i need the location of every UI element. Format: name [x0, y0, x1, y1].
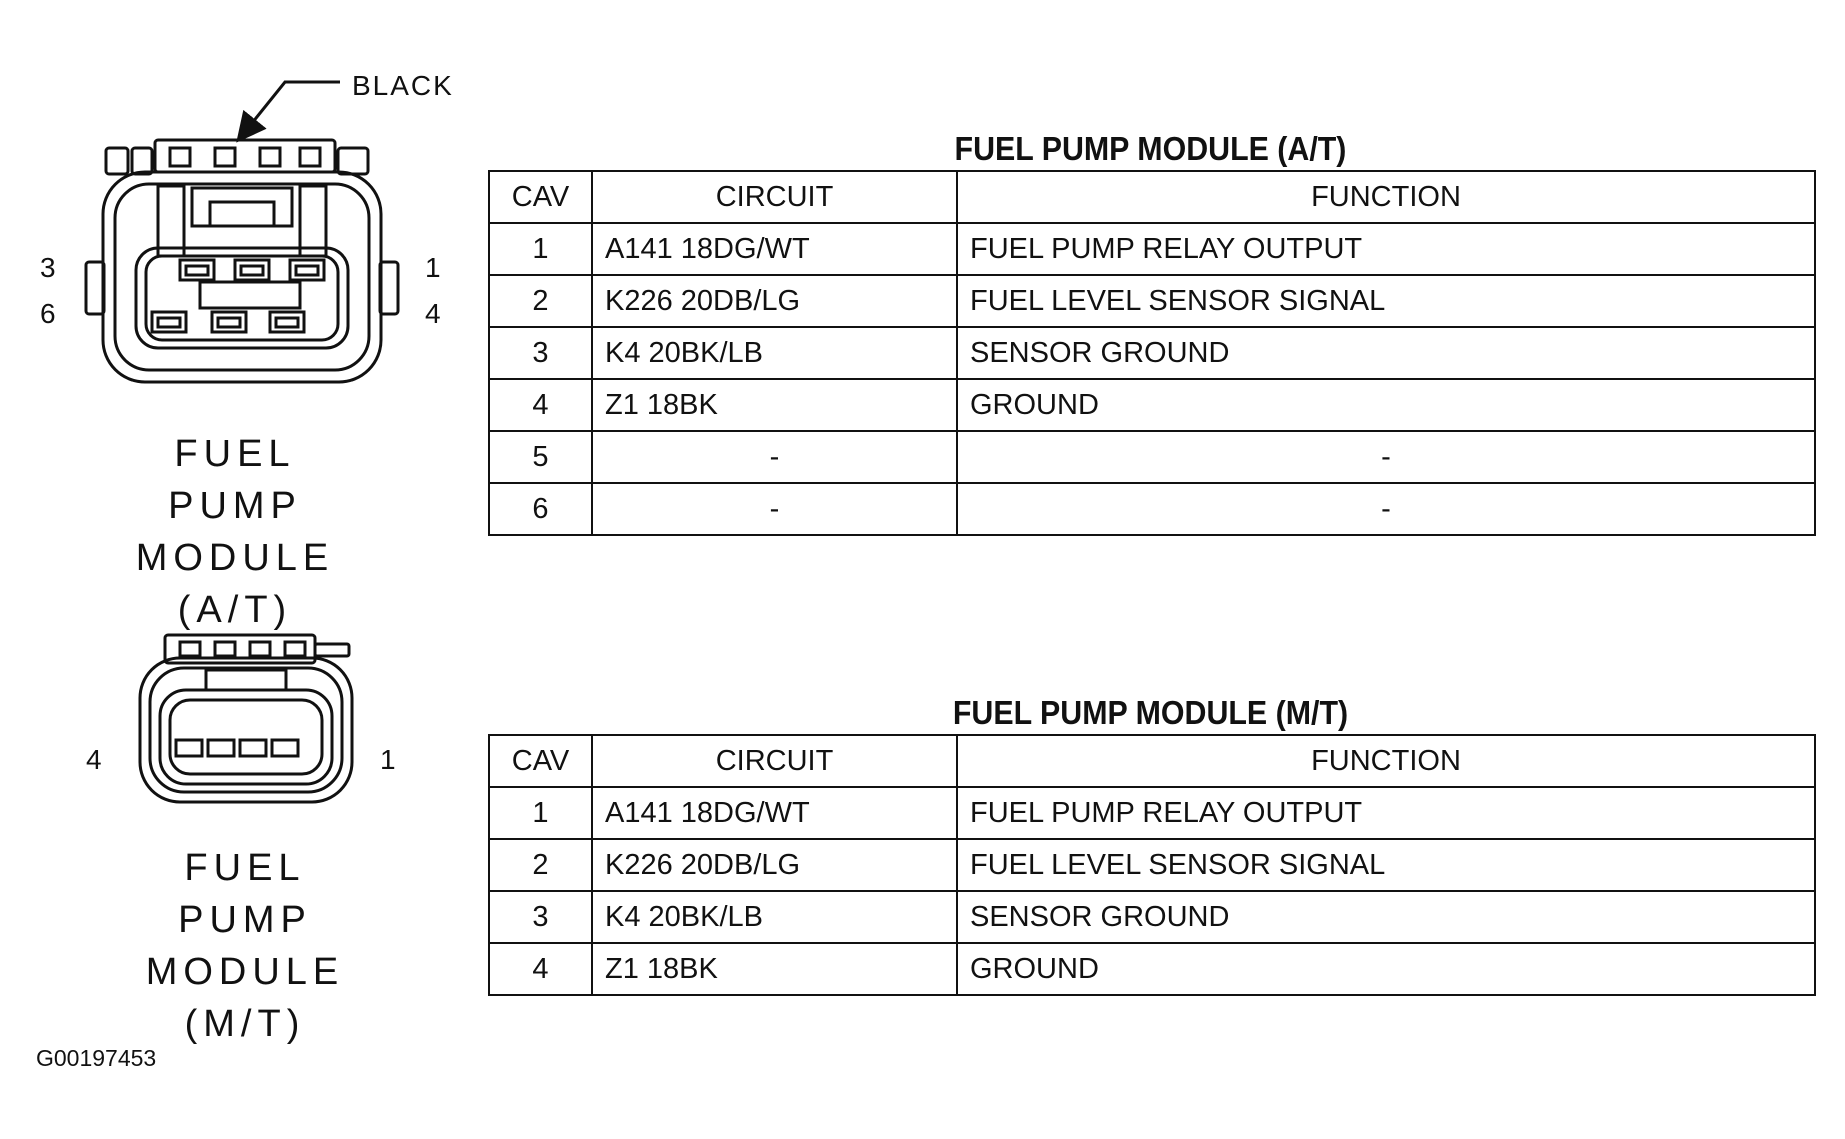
- cell-function: -: [957, 431, 1815, 483]
- cell-function: FUEL PUMP RELAY OUTPUT: [957, 787, 1815, 839]
- cell-circuit: -: [592, 483, 957, 535]
- cell-circuit: A141 18DG/WT: [592, 223, 957, 275]
- cell-circuit: -: [592, 431, 957, 483]
- header-cav: CAV: [489, 735, 592, 787]
- cell-cav: 2: [489, 839, 592, 891]
- cell-function: SENSOR GROUND: [957, 327, 1815, 379]
- table-row: [489, 223, 1815, 275]
- header-circuit: CIRCUIT: [592, 171, 957, 223]
- cell-cav: 4: [489, 379, 592, 431]
- pin-label-4-mt: 4: [86, 744, 102, 775]
- table-row: [489, 379, 1815, 431]
- cell-function: GROUND: [957, 943, 1815, 995]
- cell-circuit: K4 20BK/LB: [592, 891, 957, 943]
- table-header-row: [489, 735, 1815, 787]
- connector-at-drawing: [86, 140, 398, 382]
- label-line: MODULE: [135, 537, 335, 579]
- cell-cav: 5: [489, 431, 592, 483]
- label-line: PUMP: [178, 899, 312, 941]
- connector-mt-label: [120, 842, 370, 1050]
- pinout-table-at: [488, 170, 1816, 536]
- table-mt-title: FUEL PUMP MODULE (M/T): [952, 694, 1349, 731]
- table-row: [489, 327, 1815, 379]
- table-row: [489, 891, 1815, 943]
- cell-circuit: Z1 18BK: [592, 943, 957, 995]
- cell-function: GROUND: [957, 379, 1815, 431]
- cell-cav: 1: [489, 223, 592, 275]
- cell-function: SENSOR GROUND: [957, 891, 1815, 943]
- cell-function: FUEL LEVEL SENSOR SIGNAL: [957, 275, 1815, 327]
- pin-label-4: 4: [425, 298, 441, 329]
- table-at-title: FUEL PUMP MODULE (A/T): [954, 130, 1347, 167]
- cell-function: FUEL LEVEL SENSOR SIGNAL: [957, 839, 1815, 891]
- cell-cav: 3: [489, 327, 592, 379]
- header-circuit: CIRCUIT: [592, 735, 957, 787]
- table-row: [489, 787, 1815, 839]
- table-row: [489, 839, 1815, 891]
- cell-function: FUEL PUMP RELAY OUTPUT: [957, 223, 1815, 275]
- cell-cav: 1: [489, 787, 592, 839]
- cell-circuit: K4 20BK/LB: [592, 327, 957, 379]
- cell-cav: 2: [489, 275, 592, 327]
- pin-label-1: 1: [425, 252, 441, 283]
- header-function: FUNCTION: [957, 171, 1815, 223]
- black-callout-arrow: [240, 82, 340, 138]
- label-line: (M/T): [184, 1003, 306, 1045]
- label-line: (A/T): [177, 589, 293, 631]
- connector-at-label: [110, 428, 360, 636]
- header-cav: CAV: [489, 171, 592, 223]
- cell-circuit: K226 20DB/LG: [592, 839, 957, 891]
- cell-cav: 6: [489, 483, 592, 535]
- table-header-row: [489, 171, 1815, 223]
- cell-circuit: K226 20DB/LG: [592, 275, 957, 327]
- pinout-table-mt: [488, 734, 1816, 996]
- cell-cav: 4: [489, 943, 592, 995]
- pin-label-1-mt: 1: [380, 744, 396, 775]
- label-line: FUEL PUMP: [168, 433, 302, 527]
- figure-id: G00197453: [36, 1045, 157, 1071]
- black-callout-label: BLACK: [352, 70, 454, 101]
- label-line: FUEL: [184, 847, 306, 889]
- pin-label-6: 6: [40, 298, 56, 329]
- connector-mt-drawing: [140, 635, 352, 802]
- header-function: FUNCTION: [957, 735, 1815, 787]
- table-row: [489, 431, 1815, 483]
- table-row: [489, 943, 1815, 995]
- cell-circuit: Z1 18BK: [592, 379, 957, 431]
- cell-circuit: A141 18DG/WT: [592, 787, 957, 839]
- pin-label-3: 3: [40, 252, 56, 283]
- table-row: [489, 483, 1815, 535]
- table-row: [489, 275, 1815, 327]
- label-line: MODULE: [145, 951, 345, 993]
- cell-cav: 3: [489, 891, 592, 943]
- cell-function: -: [957, 483, 1815, 535]
